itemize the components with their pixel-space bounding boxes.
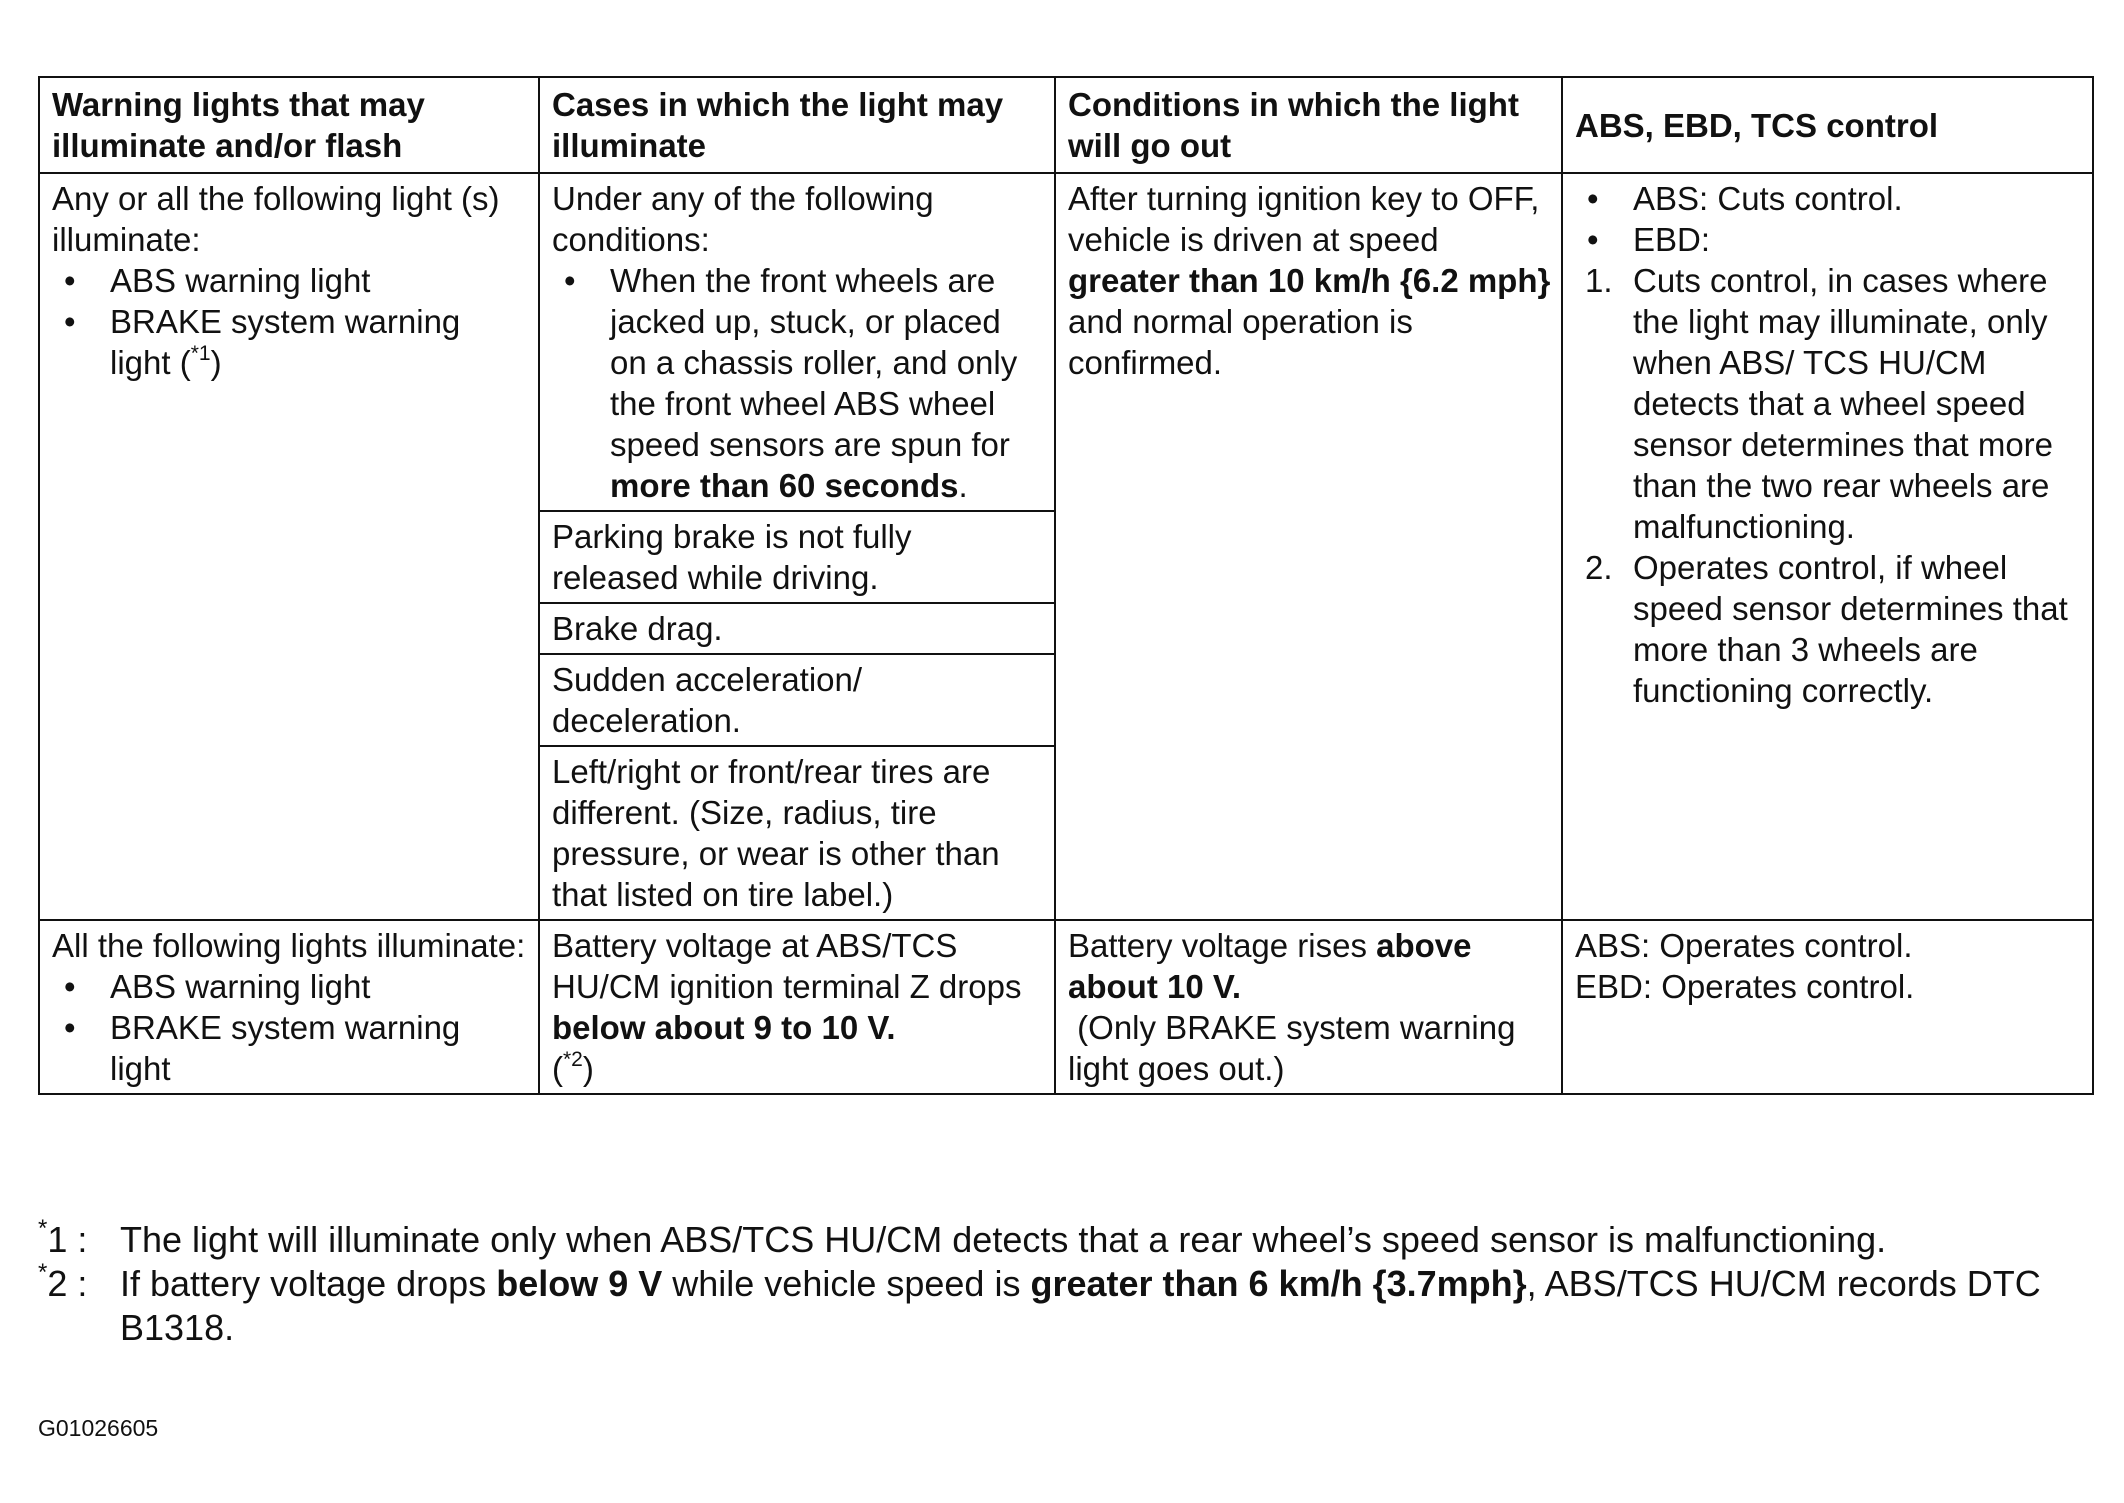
footnote-ref: *2 <box>563 1048 583 1071</box>
header-conditions-go-out: Conditions in which the light will go out <box>1055 77 1562 173</box>
row1-case-2: Parking brake is not fully released while driving. <box>539 511 1055 603</box>
footnote-emphasis: greater than 6 km/h {3.7mph} <box>1030 1263 1527 1304</box>
control-line: EBD: Operates control. <box>1575 968 1915 1005</box>
row2-cases-cell <box>539 920 1055 1094</box>
row2-lights-cell <box>39 920 539 1094</box>
footnote-separator: : <box>67 1263 88 1304</box>
case-text: Battery voltage at ABS/TCS HU/CM ignition terminal Z drops <box>552 927 1022 1005</box>
footnotes <box>38 1215 2098 1350</box>
control-line: ABS: Operates control. <box>1575 927 1913 964</box>
warning-light-table <box>38 76 2094 1095</box>
list-item-text: Cuts control, in cases where the light may illuminate, only when ABS/ TCS HU/CM detects that a wheel speed sensor determines that more than the two rear wheels are malfunctioning. <box>1633 262 2054 545</box>
warning-light-table-container <box>38 76 2092 1095</box>
footnote-marker <box>38 1215 88 1262</box>
footnote-marker <box>38 1259 88 1306</box>
control-bullets <box>1575 178 2082 260</box>
row1-control-cell <box>1562 173 2093 920</box>
case-text: When the front wheels are jacked up, stuck, or placed on a chassis roller, and only the front wheel ABS wheel speed sensors are spun for <box>610 262 1018 463</box>
list-item-text: Operates control, if wheel speed sensor determines that more than 3 wheels are functioning correctly. <box>1633 549 2068 709</box>
case-text-end: . <box>958 467 968 504</box>
footnote-2 <box>38 1259 2098 1350</box>
table-row <box>39 920 2093 1094</box>
list-item: • EBD: <box>1575 219 2082 260</box>
footnote-text: , ABS/TCS HU/CM records DTC B1318. <box>120 1263 2041 1348</box>
list-item-text: BRAKE system warning light ( <box>110 303 461 381</box>
row1-case-1 <box>539 173 1055 511</box>
figure-id: G01026605 <box>38 1415 159 1441</box>
list-number: 2. <box>1585 549 1613 586</box>
list-number: 1. <box>1585 262 1613 299</box>
footnote-ref: *1 <box>190 342 211 365</box>
row1-goes-out-cell <box>1055 173 1562 920</box>
footnote-emphasis: below 9 V <box>496 1263 663 1304</box>
list-item: • ABS: Cuts control. <box>1575 178 2082 219</box>
goes-out-emphasis: above about 10 V. <box>1068 927 1472 1005</box>
case-intro: Under any of the following conditions: <box>552 180 934 258</box>
row1-lights-intro: Any or all the following light (s) illuminate: <box>52 180 500 258</box>
list-item <box>552 260 1044 506</box>
list-item <box>1575 260 2082 547</box>
row2-goes-out-cell <box>1055 920 1562 1094</box>
row2-control-cell <box>1562 920 2093 1094</box>
goes-out-text-end: and normal operation is confirmed. <box>1068 303 1413 381</box>
list-item: • ABS warning light <box>52 260 528 301</box>
footnote-text: The light will illuminate only when ABS/TCS HU/CM detects that a rear wheel’s speed sensor is malfunctioning. <box>120 1219 1887 1260</box>
footnote-1 <box>38 1215 2098 1262</box>
table-row <box>39 173 2093 511</box>
goes-out-emphasis: greater than 10 km/h {6.2 mph} <box>1068 262 1551 299</box>
row1-case-3: Brake drag. <box>539 603 1055 654</box>
row1-lights-cell <box>39 173 539 920</box>
header-warning-lights: Warning lights that may illuminate and/or flash <box>39 77 539 173</box>
list-item: • BRAKE system warning light <box>52 1007 528 1089</box>
footnote-text: while vehicle speed is <box>662 1263 1031 1304</box>
paren-close: ) <box>210 344 222 381</box>
footnote-number: 2 <box>47 1263 68 1304</box>
row2-lights-list <box>52 966 528 1089</box>
footnote-asterisk: * <box>38 1215 48 1242</box>
row1-case-4: Sudden acceleration/ deceleration. <box>539 654 1055 746</box>
case-emphasis: more than 60 seconds <box>610 467 959 504</box>
footnote-asterisk: * <box>38 1259 48 1286</box>
footnote-number: 1 <box>47 1219 68 1260</box>
footnote-separator: : <box>67 1219 88 1260</box>
row1-lights-list <box>52 260 528 383</box>
paren-close: ) <box>582 1050 594 1087</box>
header-control: ABS, EBD, TCS control <box>1562 77 2093 173</box>
header-row <box>39 77 2093 173</box>
case-list <box>552 260 1044 506</box>
goes-out-text: After turning ignition key to OFF, vehicle is driven at speed <box>1068 180 1540 258</box>
row2-lights-intro: All the following lights illuminate: <box>52 927 526 964</box>
case-emphasis: below about 9 to 10 V. <box>552 1009 896 1046</box>
header-cases: Cases in which the light may illuminate <box>539 77 1055 173</box>
paren-open: ( <box>552 1050 563 1087</box>
goes-out-text: Battery voltage rises <box>1068 927 1377 964</box>
row1-case-5: Left/right or front/rear tires are different. (Size, radius, tire pressure, or wear is other than that listed on tire label.) <box>539 746 1055 920</box>
goes-out-note: (Only BRAKE system warning light goes out.) <box>1068 1009 1516 1087</box>
control-numbered-list <box>1575 260 2082 711</box>
list-item: • ABS warning light <box>52 966 528 1007</box>
footnote-text: If battery voltage drops <box>120 1263 497 1304</box>
list-item <box>1575 547 2082 711</box>
list-item <box>52 301 528 383</box>
